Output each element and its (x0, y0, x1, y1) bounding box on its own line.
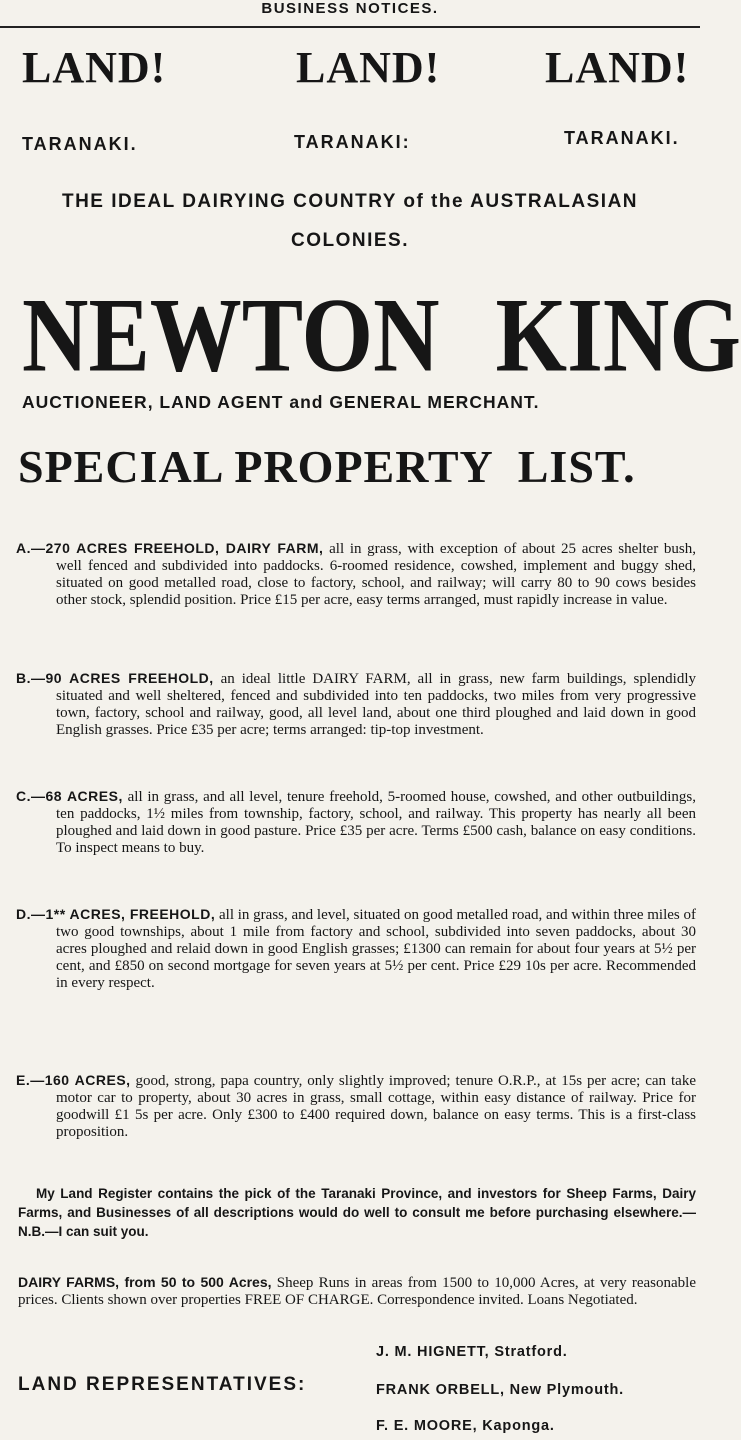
listing-d-body: all in grass, and level, situated on good metalled road, and within three miles of two good townships, about 1 mile from factory and school, subdivided into seven paddocks, about 30 acres ploughed and relaid down in good English grasses; £1300 can remain for about four years at 5½ per cent, and £850 on second mortgage for seven years at 5½ per cent. Price £29 10s per acre. Recommended in every respect. (56, 907, 696, 991)
land-heading-right: LAND! (545, 43, 690, 92)
representative-3: F. E. MOORE, Kaponga. (376, 1418, 555, 1434)
representative-2: FRANK ORBELL, New Plymouth. (376, 1382, 624, 1398)
company-name-first: NEWTON (22, 276, 440, 394)
section-title: BUSINESS NOTICES. (261, 0, 439, 17)
dairy-farms-label: DAIRY FARMS, from 50 to 500 Acres, (18, 1274, 272, 1290)
listing-e (18, 1072, 696, 1141)
company-description: AUCTIONEER, LAND AGENT and GENERAL MERCHANT. (22, 392, 540, 412)
land-heading-left: LAND! (22, 43, 167, 92)
register-note: My Land Register contains the pick of the Taranaki Province, and investors for Sheep Farms, Dairy Farms, and Businesses of all descriptions would do well to consult me before purchasing elsewhere.—N.B.—I can suit you. (18, 1186, 696, 1239)
representative-1: J. M. HIGNETT, Stratford. (376, 1344, 568, 1360)
listing-b-body: an ideal little DAIRY FARM, all in grass, new farm buildings, splendidly situated and well sheltered, fenced and subdivided into ten paddocks, two miles from very progressive town, factory, school and railway, good, all level land, about one third ploughed and laid down in good English grasses. Price £35 per acre; terms arranged: tip-top investment. (56, 671, 696, 738)
listing-d (18, 906, 696, 992)
listing-b (18, 670, 696, 739)
listing-a (18, 540, 696, 609)
list-title (18, 440, 636, 493)
dairy-farms-notice (18, 1274, 696, 1309)
representatives-label: LAND REPRESENTATIVES: (18, 1374, 307, 1395)
listing-b-heading: B.—90 ACRES FREEHOLD, (16, 670, 214, 686)
list-title-main: SPECIAL PROPERTY (18, 441, 494, 492)
listing-a-body: all in grass, with exception of about 25 acres shelter bush, well fenced and subdivided into paddocks. 6-roomed residence, cowshed, implement and buggy shed, situated on good metalled road, close to factory, school, and railway; will carry 80 to 90 cows besides other stock, splendid position. Price £15 per acre, easy terms arranged, must rapidly increase in value. (56, 541, 696, 608)
land-heading-center: LAND! (296, 43, 441, 92)
region-heading-left: TARANAKI. (22, 134, 138, 154)
company-name (22, 276, 741, 394)
listing-c-heading: C.—68 ACRES, (16, 788, 123, 804)
listing-c (18, 788, 696, 857)
region-heading-center: TARANAKI: (294, 132, 411, 152)
listing-e-heading: E.—160 ACRES, (16, 1072, 131, 1088)
list-title-end: LIST. (517, 441, 636, 492)
listing-d-heading: D.—1** ACRES, FREEHOLD, (16, 906, 216, 922)
listing-a-heading: A.—270 ACRES FREEHOLD, DAIRY FARM, (16, 540, 324, 556)
region-heading-right: TARANAKI. (564, 128, 680, 148)
listing-e-body: good, strong, papa country, only slightly improved; tenure O.R.P., at 15s per acre; can take motor car to property, about 30 acres in grass, small cottage, within easy distance of railway. Price for goodwill £1 5s per acre. Only £300 to £400 required down, balance on easy terms. This is a first-class proposition. (56, 1073, 696, 1140)
tagline-line-1: THE IDEAL DAIRYING COUNTRY of the AUSTRALASIAN (61, 191, 639, 212)
section-header (0, 0, 700, 28)
company-name-last: KING (495, 276, 741, 394)
dairy-farms-text: Sheep Runs in areas from 1500 to 10,000 Acres, at very reasonable prices. Clients shown over properties FREE OF CHARGE. Correspondence invited. Loans Negotiated. (18, 1275, 696, 1308)
tagline-line-2: COLONIES. (290, 230, 409, 251)
listing-c-body: all in grass, and all level, tenure freehold, 5-roomed house, cowshed, and other outbuildings, ten paddocks, 1½ miles from township, factory, school, and railway. This property has nearly all been ploughed and laid down in good pasture. Price £35 per acre. Terms £500 cash, balance on easy conditions. To inspect means to buy. (56, 789, 697, 856)
